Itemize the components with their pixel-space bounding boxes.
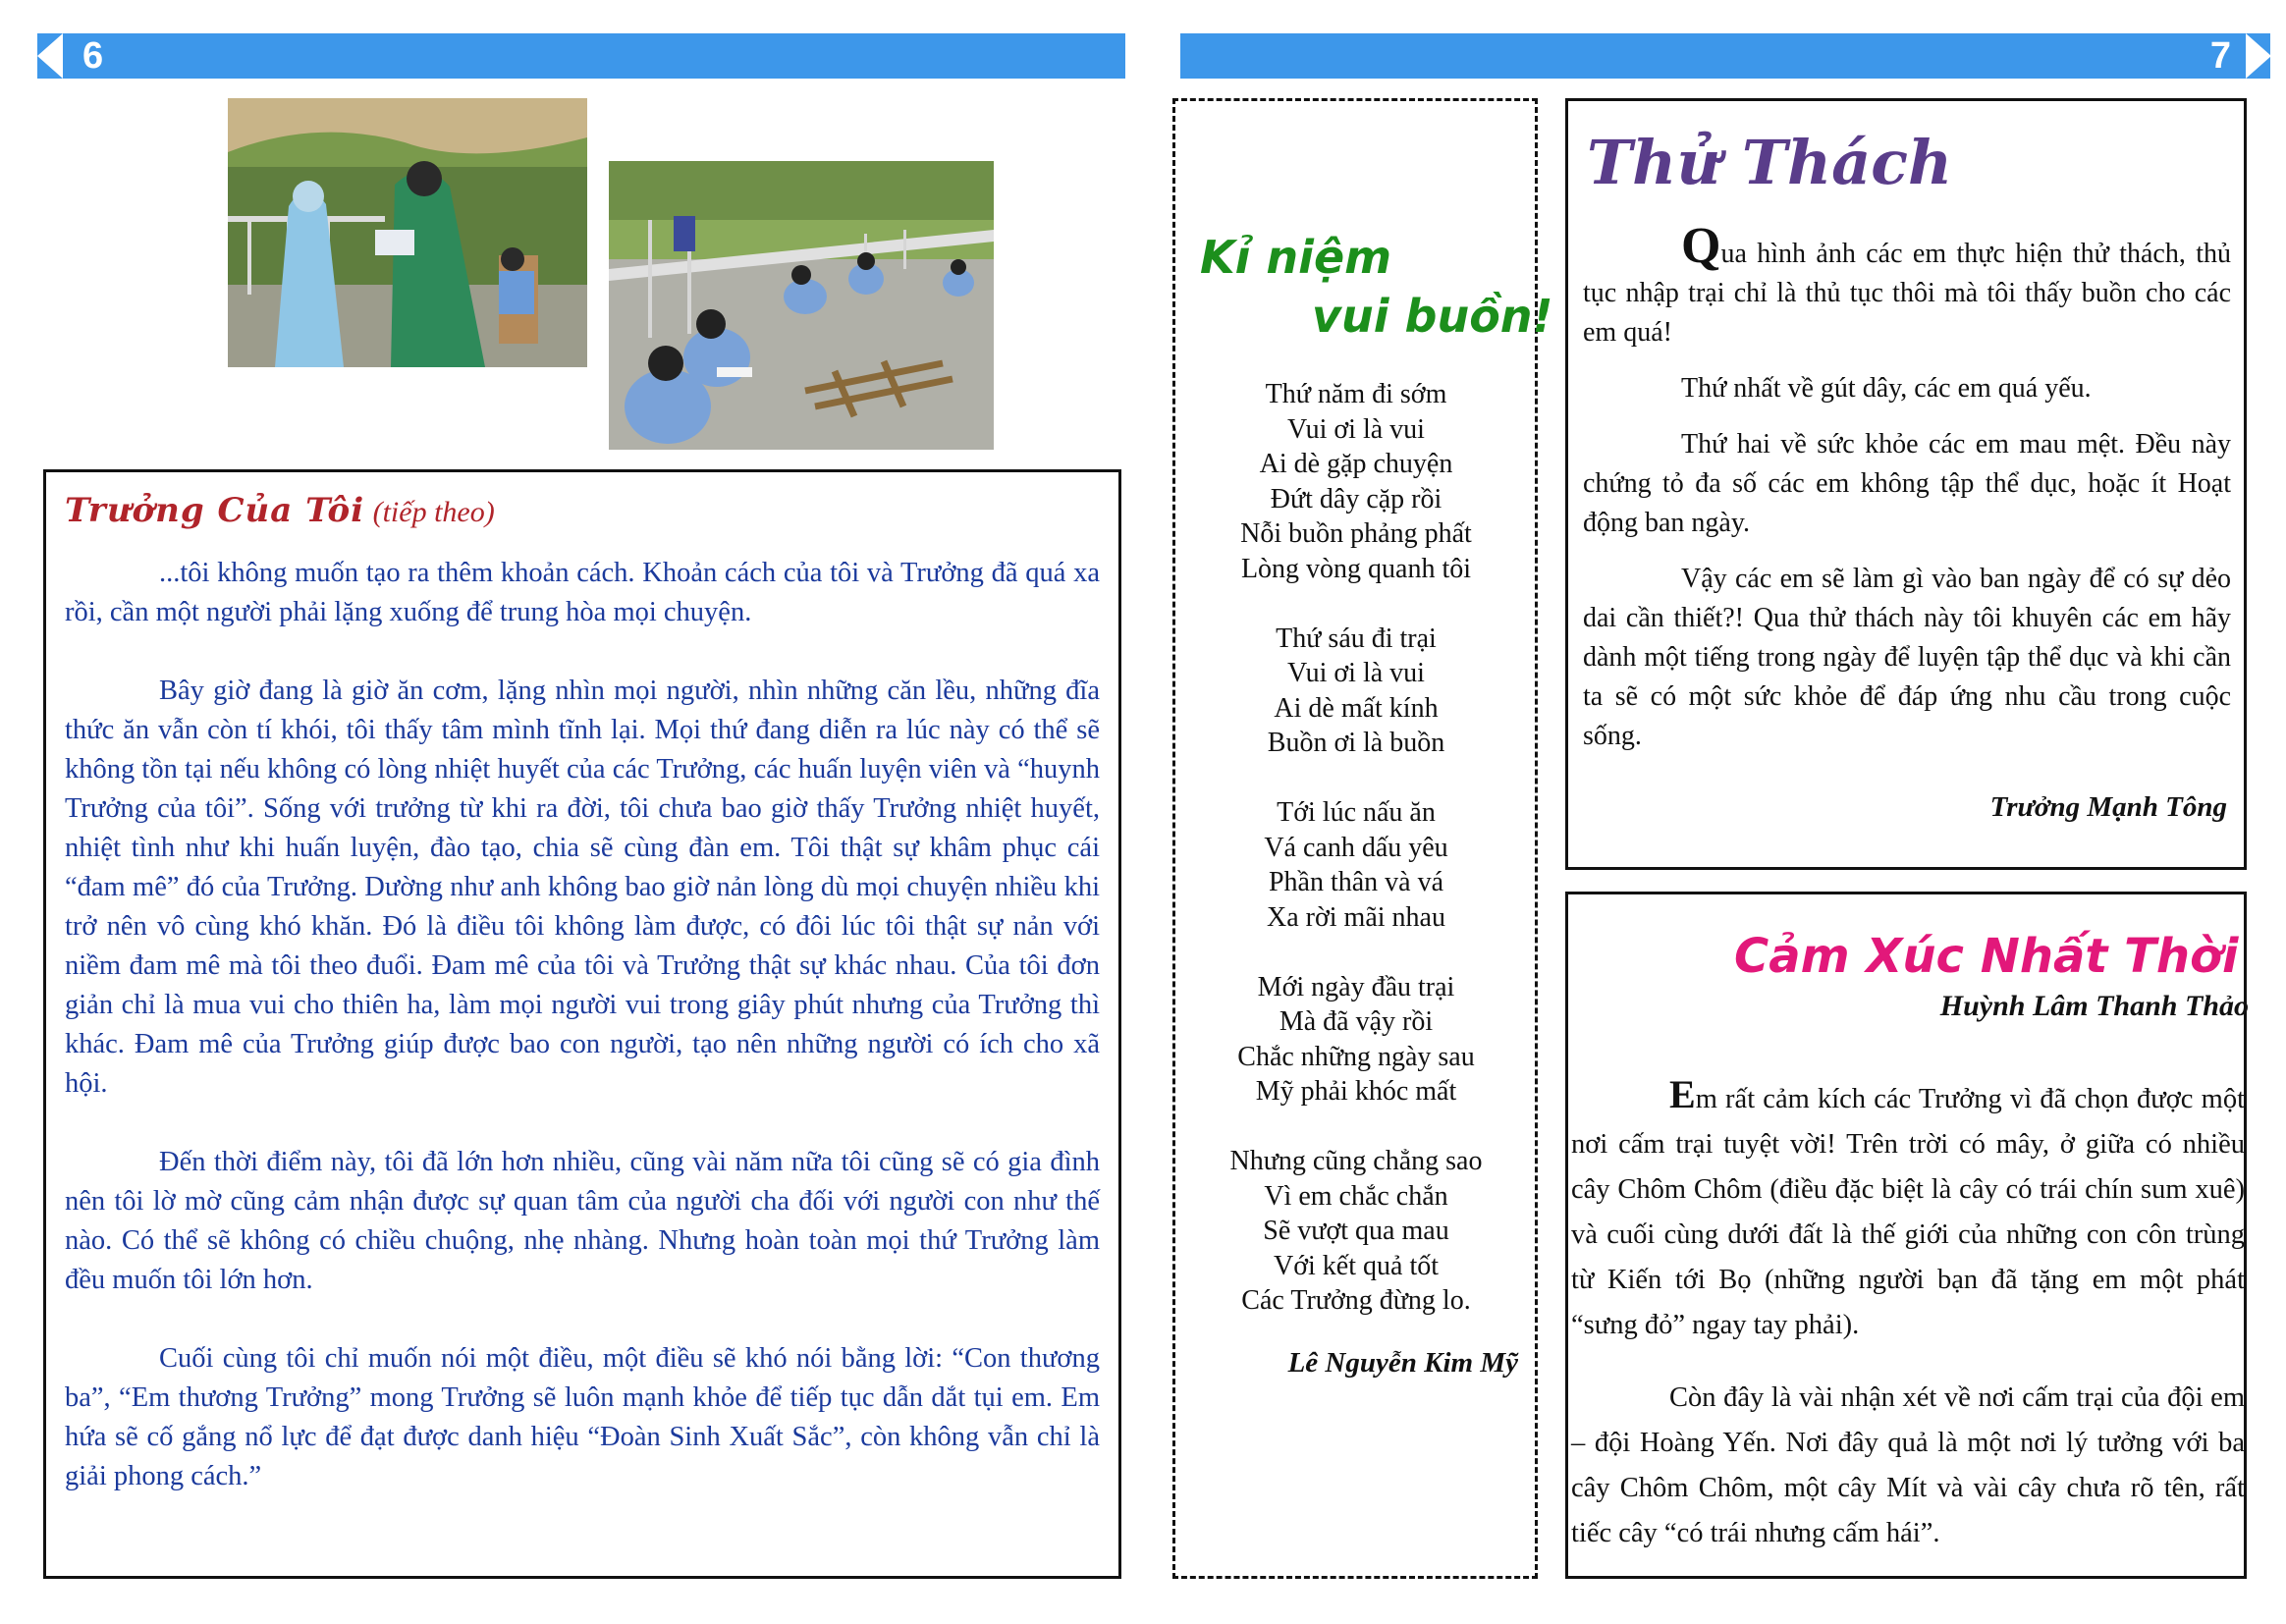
poem-line: Xa rời mãi nhau	[1267, 901, 1445, 933]
poem-line: Vá canh dấu yêu	[1264, 832, 1448, 863]
poem-line: Tới lúc nấu ăn	[1277, 797, 1436, 828]
article-paragraph: Cuối cùng tôi chỉ muốn nói một điều, một điều sẽ khó nói bằng lời: “Con thương ba”, “Em thương Trưởng” mong Trưởng sẽ luôn mạnh khỏe để tiếp tục dẫn dắt tụi em. Em hứa sẽ cố gắng nổ lực để đạt được danh hiệu “Đoàn Sinh Xuất Sắc”, còn không vẫn chỉ là giải phong cách.”	[65, 1343, 1100, 1491]
article-paragraph: Thứ nhất về gút dây, các em quá yếu.	[1681, 373, 2092, 404]
poem-title-line2: vui buồn!	[1312, 290, 1553, 343]
poem-body	[1182, 377, 1530, 1353]
article-thu-thach-body	[1583, 218, 2231, 773]
article-cam-xuc-title: Cảm Xúc Nhất Thời	[1734, 929, 2239, 984]
poem-stanza	[1182, 970, 1530, 1110]
poem-stanza	[1182, 377, 1530, 586]
poem-line: Đứt dây cặp rồi	[1270, 483, 1442, 514]
poem-line: Với kết quả tốt	[1274, 1250, 1439, 1281]
drop-cap: E	[1669, 1072, 1696, 1116]
poem-line: Các Trưởng đừng lo.	[1241, 1285, 1471, 1316]
poem-stanza	[1182, 1144, 1530, 1319]
poem-line: Lòng vòng quanh tôi	[1240, 553, 1472, 584]
article-paragraph: Thứ hai về sức khỏe các em mau mệt. Đều này chứng tỏ đa số các em không tập thể dục, hoặc ít Hoạt động ban ngày.	[1583, 429, 2231, 538]
poem-author: Lê Nguyễn Kim Mỹ	[1287, 1347, 1518, 1379]
poem-stanza	[1182, 795, 1530, 935]
poem-line: Nỗi buồn phảng phất	[1240, 518, 1472, 549]
poem-line: Ai dè mất kính	[1274, 692, 1439, 724]
page-header-bar-left	[37, 33, 1125, 79]
poem-line: Nhưng cũng chẳng sao	[1229, 1146, 1483, 1176]
article-paragraph	[1571, 1072, 2245, 1348]
arrow-left-icon	[37, 33, 63, 79]
article-paragraph	[1583, 218, 2231, 352]
article-cam-xuc-author: Huỳnh Lâm Thanh Thảo	[1939, 990, 2249, 1022]
article-paragraph: Đến thời điểm này, tôi đã lớn hơn nhiều, cũng vài năm nữa tôi cũng sẽ có gia đình nên tôi lờ mờ cũng cảm nhận được sự quan tâm của người cha đối với người con như thế nào. Có thể sẽ không có chiều chuộng, nhẹ nhàng. Nhưng hoàn toàn mọi thứ Trưởng làm đều muốn tôi lớn hơn.	[65, 1147, 1100, 1295]
article-truong-cua-toi-heading	[65, 489, 495, 534]
page-number-right: 7	[2209, 35, 2231, 77]
article-truong-cua-toi-title: Trưởng Của Tôi	[65, 491, 365, 530]
poem-title-line1: Kỉ niệm	[1200, 231, 1392, 284]
poem-line: Phần thân và vá	[1268, 867, 1444, 897]
poem-line: Vì em chắc chắn	[1264, 1180, 1448, 1212]
poem-line: Ai dè gặp chuyện	[1259, 449, 1453, 479]
article-paragraph: Còn đây là vài nhận xét về nơi cấm trại của đội em – đội Hoàng Yến. Nơi đây quả là một nơi lý tưởng với ba cây Chôm Chôm, một cây Mít và vài cây chưa rõ tên, rất tiếc cây “có trái nhưng cấm hái”.	[1571, 1382, 2245, 1548]
poem-line: Chắc những ngày sau	[1237, 1041, 1475, 1072]
poem-line: Mới ngày đầu trại	[1257, 971, 1455, 1002]
article-cam-xuc-body	[1571, 1072, 2245, 1584]
page-header-bar-right	[1180, 33, 2270, 79]
article-paragraph: Vậy các em sẽ làm gì vào ban ngày để có sự dẻo dai cần thiết?! Qua thử thách này tôi khuyên các em hãy dành một tiếng trong ngày để luyện tập thể dục và khi cần ta sẽ có một sức khỏe để đáp ứng nhu cầu trong cuộc sống.	[1583, 564, 2231, 751]
poem-stanza	[1182, 622, 1530, 761]
article-thu-thach-signature: Trưởng Mạnh Tông	[1989, 791, 2227, 823]
poem-line: Vui ơi là vui	[1287, 413, 1425, 445]
article-truong-cua-toi-body	[65, 554, 1100, 1536]
poem-line: Mỹ phải khóc mất	[1255, 1076, 1457, 1107]
poem-line: Thứ sáu đi trại	[1276, 623, 1437, 654]
article-text: m rất cảm kích các Trưởng vì đã chọn được một nơi cấm trại tuyệt vời! Trên trời có mây, ở giữa có nhiều cây Chôm Chôm (điều đặc biệt là cây có trái chín sum xuê) và cuối cùng dưới đất là thế giới của những con côn trùng từ Kiến tới Bọ (những người bạn đã tặng em một phát “sưng đỏ” ngay tay phải).	[1571, 1084, 2245, 1340]
poem-line: Thứ năm đi sớm	[1265, 379, 1447, 409]
poem-line: Sẽ vượt qua mau	[1263, 1216, 1449, 1246]
article-text: ua hình ảnh các em thực hiện thử thách, thủ tục nhập trại chỉ là thủ tục thôi mà tôi thấy buồn cho các em quá!	[1583, 239, 2231, 348]
article-paragraph: Bây giờ đang là giờ ăn cơm, lặng nhìn mọi người, nhìn những căn lều, những đĩa thức ăn vẫn còn tí khói, tôi thấy tâm mình tĩnh lại. Mọi thứ đang diễn ra lúc này có thể sẽ không tồn tại nếu không có lòng nhiệt huyết của các Trưởng, các huấn luyện viên và “huynh Trưởng của tôi”. Sống với trưởng từ khi ra đời, tôi chưa bao giờ thấy Trưởng nhiệt huyết, nhiệt tình như khi huấn luyện, đào tạo, chia sẽ cùng đàn em. Tôi thật sự khâm phục cái “đam mê” đó của Trưởng. Dường như anh không bao giờ nản lòng dù mọi chuyện nhiều khi trở nên vô cùng khó khăn. Đó là điều tôi không làm được, có đôi lúc tôi thật sự nản với niềm đam mê mà tôi theo đuổi. Đam mê của tôi và Trưởng thật sự khác nhau. Của tôi đơn giản chỉ là mua vui cho thiên ha, làm mọi người vui trong giây phút nhưng của Trưởng thì khác. Đam mê của Trưởng giúp được bao con người, tạo nên những người có ích cho xã hội.	[65, 676, 1100, 1099]
article-thu-thach-title: Thử Thách	[1587, 127, 1953, 198]
photo-scouts-raincoats	[228, 98, 587, 367]
drop-cap: Q	[1681, 218, 1721, 274]
arrow-right-icon	[2246, 33, 2271, 79]
article-truong-cua-toi-suffix: (tiếp theo)	[372, 496, 495, 528]
photo-scouts-writing	[609, 161, 994, 450]
poem-line: Vui ơi là vui	[1287, 658, 1425, 688]
article-paragraph: ...tôi không muốn tạo ra thêm khoản cách. Khoản cách của tôi và Trưởng đã quá xa rồi, cần một người phải lặng xuống để trung hòa mọi chuyện.	[65, 558, 1100, 627]
poem-line: Buồn ơi là buồn	[1267, 728, 1445, 758]
poem-line: Mà đã vậy rồi	[1279, 1006, 1434, 1037]
page-number-left: 6	[82, 35, 104, 77]
